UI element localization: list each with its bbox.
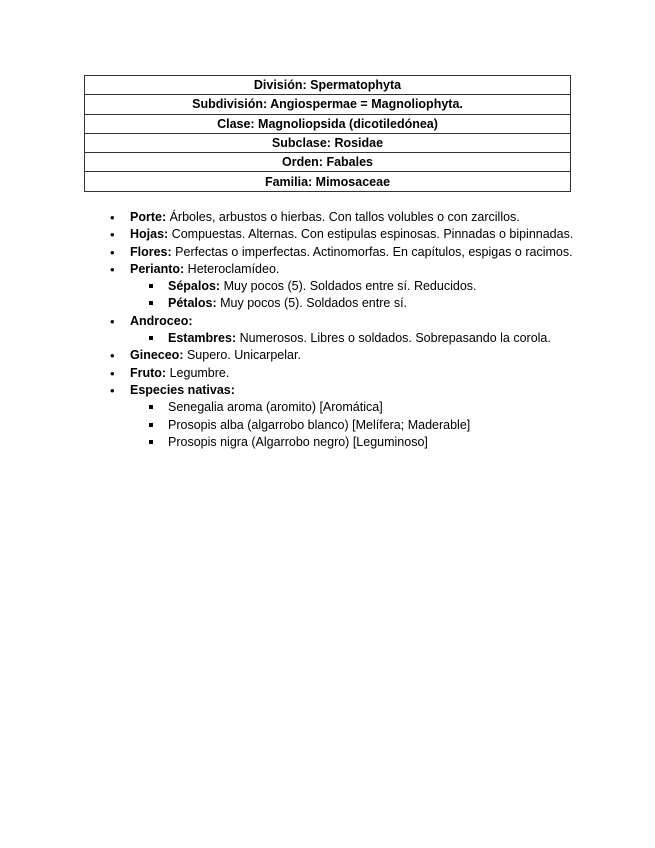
term-text: Heteroclamídeo. [184, 261, 280, 276]
term-label: Sépalos: [168, 279, 221, 294]
species-text: Senegalia aroma (aromito) [Aromática] [168, 400, 383, 415]
square-bullet-icon [149, 284, 153, 288]
taxonomy-subclass: Subclase: Rosidae [85, 133, 571, 152]
term-text: Muy pocos (5). Soldados entre sí. Reducidos. [220, 279, 477, 294]
term-text: Numerosos. Libres o soldados. Sobrepasando la corola. [236, 331, 551, 346]
table-row [85, 114, 571, 133]
taxonomy-order: Orden: Fabales [85, 153, 571, 172]
list-item-flores [110, 244, 580, 261]
list-item-especies [110, 382, 580, 451]
list-item-gineceo [110, 347, 580, 364]
bullet-icon [110, 261, 120, 279]
taxonomy-division: División: Spermatophyta [85, 76, 571, 95]
species-text: Prosopis nigra (Algarrobo negro) [Leguminoso] [168, 434, 428, 449]
term-text: Árboles, arbustos o hierbas. Con tallos volubles o con zarcillos. [166, 210, 520, 224]
square-bullet-icon [149, 423, 153, 427]
list-item-porte [110, 209, 580, 226]
list-item-androceo [110, 313, 580, 348]
square-bullet-icon [149, 301, 153, 305]
sublist-item-especie [130, 417, 580, 434]
term-label: Gineceo: [130, 348, 184, 363]
sublist-item-estambres [130, 330, 580, 347]
description-list [110, 209, 580, 451]
square-bullet-icon [149, 336, 153, 340]
term-text: Perfectas o imperfectas. Actinomorfas. En capítulos, espigas o racimos. [171, 244, 573, 259]
square-bullet-icon [149, 440, 153, 444]
taxonomy-table [84, 75, 571, 192]
taxonomy-subdivision: Subdivisión: Angiospermae = Magnoliophyta. [85, 95, 571, 114]
sublist-item-petalos [130, 295, 580, 312]
list-item-hojas [110, 226, 580, 243]
especies-sublist [130, 399, 580, 451]
square-bullet-icon [149, 405, 153, 409]
bullet-icon [110, 382, 120, 400]
term-text: Legumbre. [166, 365, 230, 380]
perianto-sublist [130, 278, 580, 313]
sublist-item-especie [130, 434, 580, 451]
term-label: Estambres: [168, 331, 237, 346]
term-label: Porte: [130, 210, 167, 224]
table-row [85, 76, 571, 95]
bullet-icon [110, 226, 120, 244]
bullet-icon [110, 365, 120, 383]
term-text: Muy pocos (5). Soldados entre sí. [216, 296, 408, 311]
taxonomy-family: Familia: Mimosaceae [85, 172, 571, 191]
bullet-icon [110, 209, 120, 227]
table-row [85, 153, 571, 172]
term-label: Perianto: [130, 261, 185, 276]
term-label: Androceo: [130, 313, 193, 328]
table-row [85, 133, 571, 152]
bullet-icon [110, 244, 120, 262]
term-label: Especies nativas: [130, 382, 235, 397]
term-label: Pétalos: [168, 296, 217, 311]
term-text: Supero. Unicarpelar. [183, 348, 301, 363]
table-row [85, 172, 571, 191]
sublist-item-sepalos [130, 278, 580, 295]
term-label: Fruto: [130, 365, 167, 380]
bullet-icon [110, 347, 120, 365]
list-item-perianto [110, 261, 580, 313]
list-item-fruto [110, 365, 580, 382]
sublist-item-especie [130, 399, 580, 416]
taxonomy-class: Clase: Magnoliopsida (dicotiledónea) [85, 114, 571, 133]
term-label: Hojas: [130, 227, 169, 242]
table-row [85, 95, 571, 114]
bullet-icon [110, 313, 120, 331]
androceo-sublist [130, 330, 580, 347]
term-text: Compuestas. Alternas. Con estipulas espinosas. Pinnadas o bipinnadas. [168, 227, 574, 242]
term-label: Flores: [130, 244, 172, 259]
species-text: Prosopis alba (algarrobo blanco) [Melífera; Maderable] [168, 417, 471, 432]
